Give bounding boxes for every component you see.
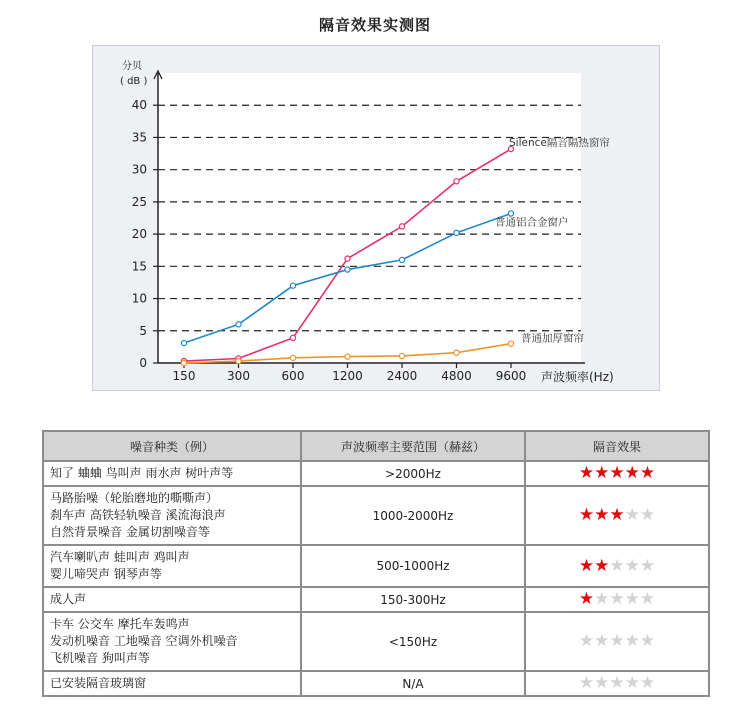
data-point [345, 256, 350, 261]
star-empty-icon: ★ [609, 589, 625, 609]
star-empty-icon: ★ [624, 555, 640, 576]
noise-type-line: 已安装隔音玻璃窗 [50, 676, 147, 690]
star-empty-icon: ★ [624, 631, 640, 651]
table-header-row [43, 431, 709, 461]
chart-panel [92, 45, 660, 391]
x-axis-label: 声波频率(Hz) [541, 370, 614, 384]
star-empty-icon: ★ [624, 505, 640, 525]
x-tick-label: 1200 [332, 369, 363, 383]
star-empty-icon: ★ [609, 555, 625, 576]
data-point [181, 340, 186, 345]
star-filled-icon: ★ [578, 555, 595, 576]
noise-type-line: 成人声 [50, 592, 87, 606]
star-empty-icon: ★ [594, 673, 610, 693]
noise-type-line: 知了 蛐蛐 鸟叫声 雨水声 树叶声等 [50, 466, 234, 480]
x-tick-label: 2400 [386, 369, 418, 383]
star-empty-icon: ★ [609, 673, 625, 693]
star-empty-icon: ★ [639, 631, 656, 651]
data-point [399, 257, 404, 262]
table-row [43, 545, 709, 587]
star-filled-icon: ★ [609, 505, 625, 525]
y-tick-label: 15 [131, 259, 147, 274]
data-point [345, 354, 350, 359]
y-tick-label: 5 [139, 323, 147, 338]
noise-type-line: 马路胎噪（轮胎磨地的嘶嘶声） [50, 491, 219, 505]
noise-type-cell [43, 671, 301, 696]
data-point [399, 353, 404, 358]
data-point [399, 224, 404, 229]
y-tick-label: 25 [131, 194, 147, 209]
star-filled-icon: ★ [594, 505, 610, 525]
star-empty-icon: ★ [594, 589, 610, 609]
frequency-cell: 1000-2000Hz [301, 486, 525, 545]
y-unit-label: 分贝 [122, 61, 142, 72]
noise-type-cell [43, 612, 301, 671]
frequency-cell: 500-1000Hz [301, 545, 525, 587]
star-empty-icon: ★ [578, 673, 595, 693]
star-rating [525, 461, 709, 486]
noise-table [42, 430, 710, 697]
noise-type-cell [43, 587, 301, 612]
star-rating [525, 545, 709, 587]
y-tick-label: 10 [131, 291, 147, 306]
table-row [43, 612, 709, 671]
series-label: 普通铝合金窗户 [495, 216, 569, 229]
star-empty-icon: ★ [639, 505, 656, 525]
noise-type-line: 汽车喇叭声 蛙叫声 鸡叫声 [50, 550, 190, 564]
header-noise-type: 噪音种类（例） [43, 431, 301, 461]
star-empty-icon: ★ [639, 555, 656, 576]
star-empty-icon: ★ [639, 589, 656, 609]
y-unit-label: ( dB ) [120, 76, 148, 87]
x-tick-label: 600 [281, 369, 305, 383]
y-tick-label: 0 [139, 356, 147, 370]
y-tick-label: 30 [131, 162, 147, 177]
noise-type-line: 婴儿啼哭声 钢琴声等 [50, 567, 162, 581]
y-tick-label: 35 [131, 130, 147, 145]
header-frequency-range: 声波频率主要范围（赫兹） [301, 431, 525, 461]
star-empty-icon: ★ [639, 673, 656, 693]
header-effect: 隔音效果 [525, 431, 709, 461]
data-point [454, 179, 459, 184]
noise-type-line: 刹车声 高铁轻轨噪音 溪流海浪声 [50, 508, 226, 522]
noise-type-line: 自然背景噪音 金属切割噪音等 [50, 525, 210, 539]
star-filled-icon: ★ [578, 505, 595, 525]
data-point [236, 358, 241, 363]
data-point [236, 322, 241, 327]
star-rating [525, 612, 709, 671]
noise-type-cell [43, 545, 301, 587]
table-row [43, 486, 709, 545]
star-empty-icon: ★ [594, 631, 610, 651]
x-tick-label: 4800 [441, 369, 472, 383]
star-empty-icon: ★ [578, 631, 595, 651]
noise-type-line: 发动机噪音 工地噪音 空调外机噪音 [50, 634, 238, 648]
star-filled-icon: ★ [578, 463, 595, 483]
x-tick-label: 150 [172, 369, 196, 383]
series-label: 普通加厚窗帘 [521, 332, 584, 345]
data-point [454, 350, 459, 355]
data-point [345, 267, 350, 272]
x-tick-label: 9600 [495, 369, 527, 383]
data-point [181, 360, 186, 365]
frequency-cell: N/A [301, 671, 525, 696]
star-filled-icon: ★ [594, 463, 610, 483]
star-rating [525, 486, 709, 545]
star-rating [525, 587, 709, 612]
data-point [290, 335, 295, 340]
star-filled-icon: ★ [578, 589, 595, 609]
star-filled-icon: ★ [594, 555, 610, 576]
series-label: Silence隔音隔热窗帘 [509, 137, 610, 150]
noise-type-line: 飞机噪音 狗叫声等 [50, 651, 150, 665]
table-row [43, 671, 709, 696]
noise-type-cell [43, 461, 301, 486]
data-point [290, 355, 295, 360]
data-point [508, 211, 513, 216]
star-rating [525, 671, 709, 696]
star-filled-icon: ★ [639, 463, 656, 483]
noise-type-cell [43, 486, 301, 545]
frequency-cell: >2000Hz [301, 461, 525, 486]
page-title: 隔音效果实测图 [318, 16, 431, 34]
data-point [508, 341, 513, 346]
star-empty-icon: ★ [624, 589, 640, 609]
star-empty-icon: ★ [624, 673, 640, 693]
frequency-cell: 150-300Hz [301, 587, 525, 612]
table-row [43, 587, 709, 612]
star-filled-icon: ★ [609, 463, 625, 483]
star-empty-icon: ★ [609, 631, 625, 651]
x-tick-label: 300 [227, 369, 250, 383]
data-point [290, 283, 295, 288]
line-chart [93, 46, 659, 390]
data-point [454, 230, 459, 235]
y-tick-label: 20 [131, 227, 147, 242]
y-tick-label: 40 [131, 98, 147, 113]
table-row [43, 461, 709, 486]
noise-type-line: 卡车 公交车 摩托车轰鸣声 [50, 617, 190, 631]
frequency-cell: <150Hz [301, 612, 525, 671]
star-filled-icon: ★ [624, 463, 640, 483]
